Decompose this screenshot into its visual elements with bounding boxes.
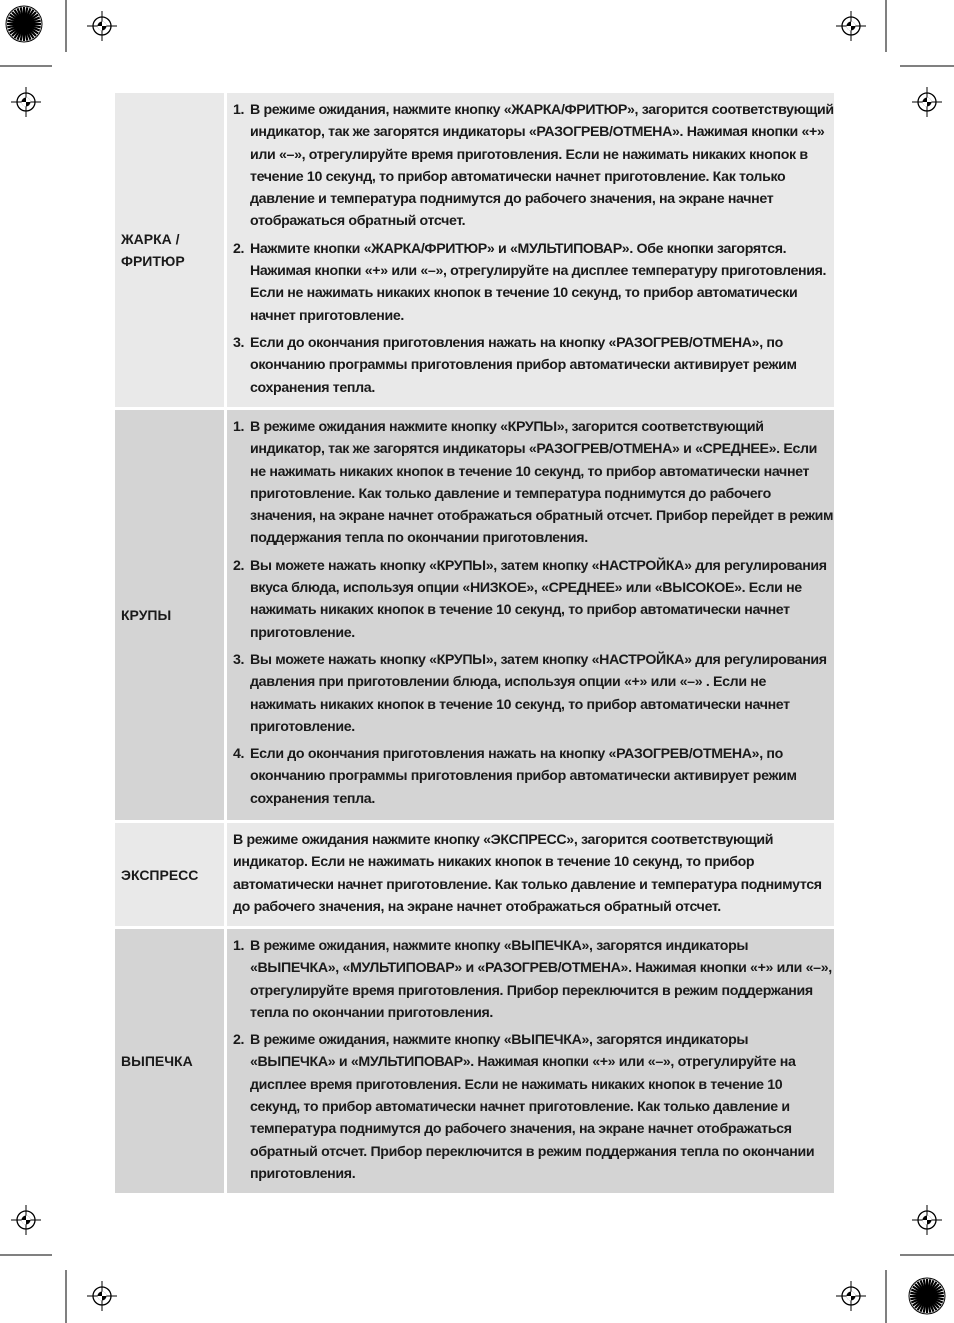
list-item (233, 743, 834, 810)
item-number: 1. (233, 102, 245, 118)
list-item (233, 935, 834, 1024)
list-item (233, 416, 834, 550)
item-number: 4. (233, 746, 245, 763)
item-text: Если до окончания приготовления нажать на кнопку «РАЗОГРЕВ/ОТМЕНА», по окончанию программы приготовления прибор автоматически активирует режим сохранения тепла. (250, 746, 797, 807)
item-text: Если до окончания приготовления нажать на кнопку «РАЗОГРЕВ/ОТМЕНА», по окончанию программы приготовления прибор автоматически активирует режим сохранения тепла. (250, 334, 797, 396)
row-baking (115, 929, 834, 1193)
mode-description-frying (227, 93, 834, 407)
item-text: В режиме ожидания, нажмите кнопку «ВЫПЕЧКА», загорятся индикаторы «ВЫПЕЧКА», «МУЛЬТИПОВАР» и «РАЗОГРЕВ/ОТМЕНА». Нажимая кнопки «+» или «–», отрегулируйте время приготовления. Прибор переключится в режим поддержания тепла по окончании приготовления. (250, 938, 832, 1021)
item-number: 2. (233, 557, 245, 574)
mode-description-express (227, 823, 834, 926)
mode-label-grains (115, 410, 227, 820)
item-text: Нажмите кнопки «ЖАРКА/ФРИТЮР» и «МУЛЬТИПОВАР». Обе кнопки загорятся. Нажимая кнопки «+» или «–», отрегулируйте на дисплее температуру приготовления. Если не нажимать никаких кнопок в течение 10 секунд, то прибор автоматически начнет приготовление. (250, 240, 827, 324)
item-number: 3. (233, 334, 245, 351)
mode-label-text: ЭКСПРЕСС (121, 866, 199, 883)
item-text: Вы можете нажать кнопку «КРУПЫ», затем кнопку «НАСТРОЙКА» для регулирования вкуса блюда, используя опции «НИЗКОЕ», «СРЕДНЕЕ» или «ВЫСОКОЕ». Если не нажимать никаких кнопок в течение 10 секунд, то прибор автоматически начнет приготовление. (250, 557, 827, 641)
list-item (233, 555, 834, 644)
item-text: Вы можете нажать кнопку «КРУПЫ», затем кнопку «НАСТРОЙКА» для регулирования давления при приготовлении блюда, используя опции «+» или «–» . Если не нажимать никаких кнопок в течение 10 секунд, то прибор автоматически начнет приготовление. (250, 651, 827, 735)
list-item (233, 99, 834, 233)
mode-description-baking (227, 929, 834, 1193)
mode-label-text: ЖАРКА / ФРИТЮР (121, 231, 185, 269)
mode-label-text: ВЫПЕЧКА (121, 1053, 193, 1069)
list-item (233, 649, 834, 738)
modes-table (115, 93, 834, 1193)
row-frying (115, 93, 834, 410)
item-number: 1. (233, 938, 245, 954)
item-number: 2. (233, 240, 245, 257)
item-number: 2. (233, 1032, 245, 1049)
list-item (233, 238, 834, 327)
item-text: В режиме ожидания нажмите кнопку «КРУПЫ», загорится соответствующий индикатор, так же загорятся индикаторы «РАЗОГРЕВ/ОТМЕНА» и «СРЕДНЕЕ». Если не нажимать никаких кнопок в течение 10 секунд, то прибор автоматически начнет приготовление. Как только давление и температура поднимутся до рабочего значения, на экране начнет отображаться обратный отсчет. Прибор перейдет в режим поддержания тепла по окончании приготовления. (250, 419, 834, 547)
item-number: 1. (233, 419, 245, 435)
mode-description-grains (227, 410, 834, 820)
mode-label-express (115, 823, 227, 926)
item-text: В режиме ожидания, нажмите кнопку «ВЫПЕЧКА», загорятся индикаторы «ВЫПЕЧКА» и «МУЛЬТИПОВАР». Нажимая кнопки «+» или «–», отрегулируйте на дисплее время приготовления. Если не нажимать никаких кнопок в течение 10 секунд, то прибор автоматически начнет приготовление. Как только давление и температура поднимутся до рабочего значения, на экране начнет отображаться обратный отсчет. Прибор переключится в режим поддержания тепла по окончании приготовления. (250, 1032, 815, 1182)
mode-label-text: КРУПЫ (121, 607, 172, 623)
item-text: В режиме ожидания, нажмите кнопку «ЖАРКА/ФРИТЮР», загорится соответствующий индикатор, так же загорятся индикаторы «РАЗОГРЕВ/ОТМЕНА». Нажимая кнопки «+» или «–», отрегулируйте время приготовления. Если не нажимать никаких кнопок в течение 10 секунд, то прибор автоматически начнет приготовление. Как только давление и температура поднимутся до рабочего значения, на экране начнет отображаться обратный отсчет. (250, 102, 834, 230)
list-item (233, 1029, 834, 1185)
row-express (115, 823, 834, 929)
mode-label-frying (115, 93, 227, 407)
paragraph: В режиме ожидания нажмите кнопку «ЭКСПРЕСС», загорится соответствующий индикатор. Если не нажимать никаких кнопок в течение 10 секунд, то прибор автоматически начнет приготовление. Как только давление и температура поднимутся до рабочего значения, на экране начнет отображаться обратный отсчет. (233, 832, 822, 915)
row-grains (115, 410, 834, 823)
list-item (233, 332, 834, 399)
mode-label-baking (115, 929, 227, 1193)
item-number: 3. (233, 651, 245, 668)
